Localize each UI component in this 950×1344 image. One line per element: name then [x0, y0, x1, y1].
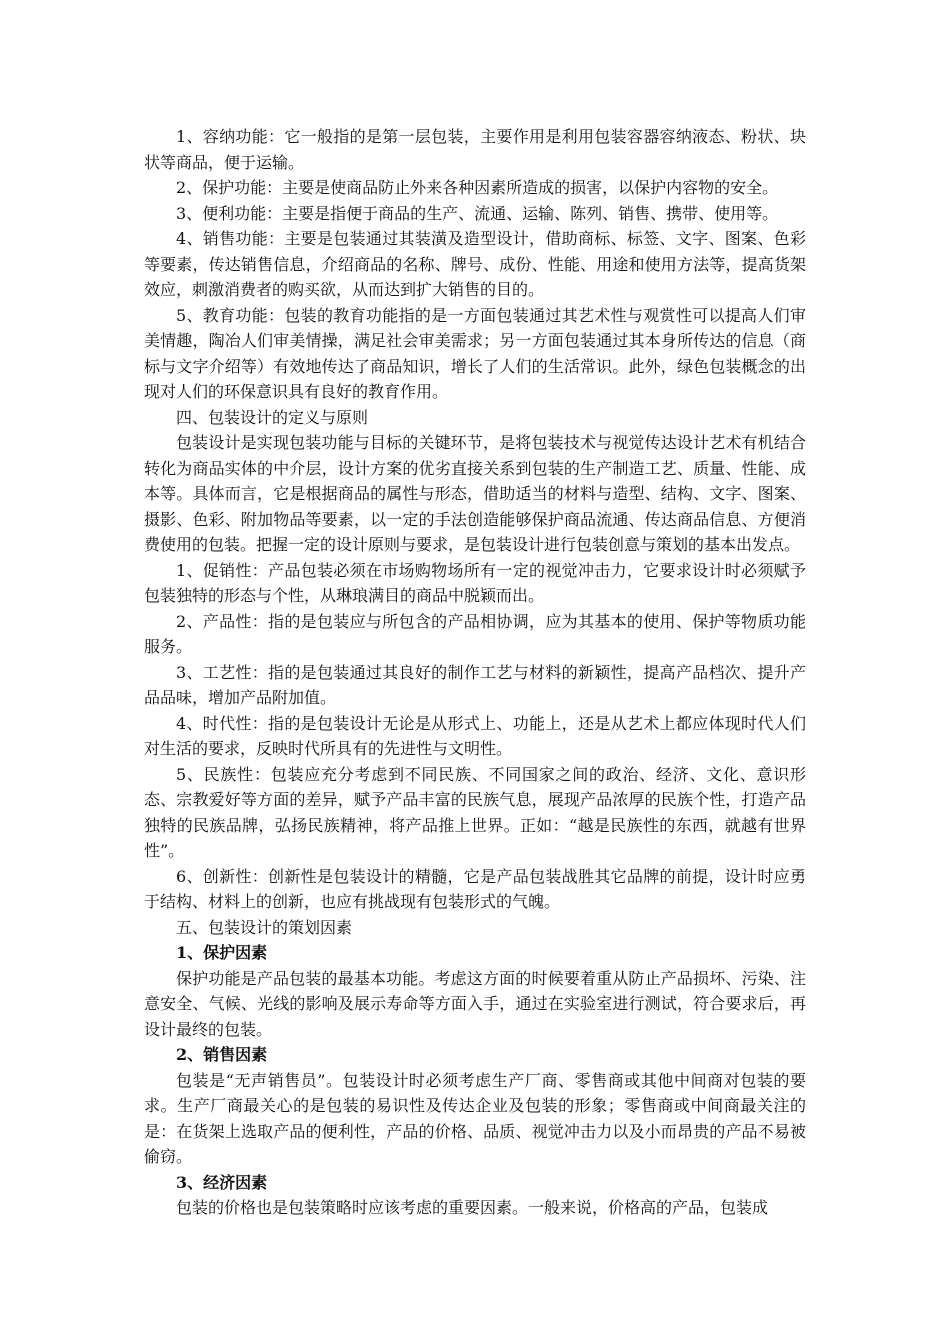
- subheading-economic-factor: 3、经济因素: [176, 1172, 268, 1192]
- subheading-sales-factor: 2、销售因素: [176, 1045, 268, 1064]
- section-heading-planning-factors: 五、包装设计的策划因素: [176, 917, 353, 937]
- paragraph-sales-factor: 包装是“无声销售员”。包装设计时必须考虑生产厂商、零售商或其他中间商对包装的要求。生产厂商最关心的是包装的易识性及传达企业及包装的形象；零售商或中间商最关注的是：在货架上选取产品的便利性，产品的价格、品质、视觉冲击力以及小而昂贵的产品不易被偷窃。: [144, 1070, 806, 1166]
- section-heading-definition-principles: 四、包装设计的定义与原则: [176, 407, 369, 427]
- paragraph-promotional: 1、促销性：产品包装必须在市场购物场所有一定的视觉冲击力，它要求设计时必须赋予包装独特的形态与个性，从琳琅满目的商品中脱颖而出。: [144, 560, 806, 605]
- paragraph-protection-function: 2、保护功能：主要是使商品防止外来各种因素所造成的损害，以保护内容物的安全。: [176, 178, 779, 197]
- paragraph-convenience-function: 3、便利功能：主要是指便于商品的生产、流通、运输、陈列、销售、携带、使用等。: [176, 203, 779, 223]
- paragraph-product: 2、产品性：指的是包装应与所包含的产品相协调，应为其基本的使用、保护等物质功能服务。: [144, 611, 806, 656]
- paragraph-nationality: 5、民族性：包装应充分考虑到不同民族、不同国家之间的政治、经济、文化、意识形态、宗教爱好等方面的差异，赋予产品丰富的民族气息，展现产品浓厚的民族个性，打造产品独特的民族品牌，弘扬民族精神，将产品推上世界。正如：“越是民族性的东西，就越有世界性”。: [144, 764, 806, 860]
- paragraph-education-function: 5、教育功能：包装的教育功能指的是一方面包装通过其艺术性与观赏性可以提高人们审美情趣，陶冶人们审美情操，满足社会审美需求；另一方面包装通过其本身所传达的信息（商标与文字介绍等）有效地传达了商品知识，增长了人们的生活常识。此外，绿色包装概念的出现对人们的环保意识具有良好的教育作用。: [144, 305, 806, 401]
- paragraph-sales-function: 4、销售功能：主要是包装通过其装潢及造型设计，借助商标、标签、文字、图案、色彩等要素，传达销售信息，介绍商品的名称、牌号、成份、性能、用途和使用方法等，提高货架效应，刺激消费者的购买欲，从而达到扩大销售的目的。: [144, 229, 806, 299]
- document-page: [144, 124, 806, 1221]
- paragraph-economic-factor: 包装的价格也是包装策略时应该考虑的重要因素。一般来说，价格高的产品，包装成: [176, 1198, 769, 1217]
- paragraph-design-definition: 包装设计是实现包装功能与目标的关键环节，是将包装技术与视觉传达设计艺术有机结合转化为商品实体的中介层，设计方案的优劣直接关系到包装的生产制造工艺、质量、性能、成本等。具体而言，它是根据商品的属性与形态，借助适当的材料与造型、结构、文字、图案、摄影、色彩、附加物品等要素，以一定的手法创造能够保护商品流通、传达商品信息、方便消费使用的包装。把握一定的设计原则与要求，是包装设计进行包装创意与策划的基本出发点。: [144, 433, 806, 554]
- paragraph-protection-factor: 保护功能是产品包装的最基本功能。考虑这方面的时候要着重从防止产品损坏、污染、注意安全、气候、光线的影响及展示寿命等方面入手，通过在实验室进行测试，符合要求后，再设计最终的包装。: [144, 968, 806, 1039]
- paragraph-timeliness: 4、时代性：指的是包装设计无论是从形式上、功能上，还是从艺术上都应体现时代人们对生活的要求，反映时代所具有的先进性与文明性。: [144, 713, 806, 758]
- paragraph-innovation: 6、创新性：创新性是包装设计的精髓，它是产品包装战胜其它品牌的前提，设计时应勇于结构、材料上的创新，也应有挑战现有包装形式的气魄。: [144, 866, 806, 911]
- paragraph-craftsmanship: 3、工艺性：指的是包装通过其良好的制作工艺与材料的新颖性，提高产品档次、提升产品品味，增加产品附加值。: [144, 662, 806, 707]
- subheading-protection-factor: 1、保护因素: [176, 943, 268, 962]
- paragraph-containing-function: 1、容纳功能：它一般指的是第一层包装，主要作用是利用包装容器容纳液态、粉状、块状等商品，便于运输。: [144, 127, 806, 172]
